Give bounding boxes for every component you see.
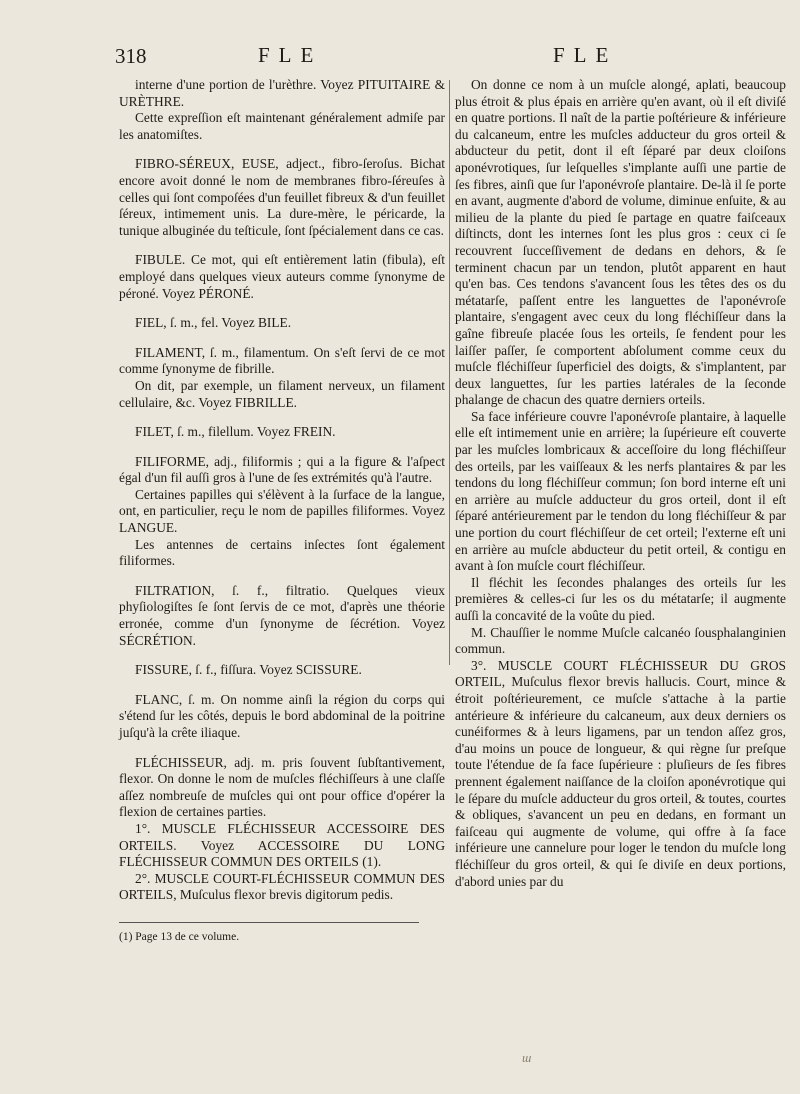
paragraph: M. Chauſſier le nomme Muſcle calcanéo ſousphalanginien commun. [455, 624, 786, 657]
footnote: (1) Page 13 de ce volume. [119, 930, 240, 943]
entry-continuation: interne d'une portion de l'urèthre. Voyez PITUITAIRE & URÈTHRE. [119, 77, 445, 109]
entry-filament: FILAMENT, ſ. m., filamentum. On s'eſt ſervi de ce mot comme ſynonyme de fibrille. [119, 344, 445, 377]
paragraph: Sa face inférieure couvre l'aponévroſe plantaire, à laquelle elle eſt intimement unie en arrière; la ſupérieure eſt couverte par les muſcles lombricaux & acceſſoire du long fléchiſſeur des orteils, par les vaiſſeaux & les nerfs plantaires & par les tendons du long fléchiſſeur commun; ſon bord interne eſt uni en arrière au muſcle adducteur du gros orteil, dont il eſt ſéparé antérieurement par le tendon du long fléchiſſeur & par une portion du court fléchiſſeur de cet orteil; l'externe eſt uni en arrière au muſcle abducteur du petit orteil, & contigu en avant à ſon muſcle court fléchiſſeur. [455, 408, 786, 574]
running-head-left: FLE [258, 43, 323, 67]
marginal-mark: ɯ [522, 1050, 532, 1065]
running-head-right: FLE [553, 43, 618, 67]
entry-filtration: FILTRATION, ſ. f., filtratio. Quelques vieux phyſiologiſtes ſe ſont ſervis de ce mot, d'après une théorie erronée, comme d'un ſynonyme de ſécrétion. Voyez SÉCRÉTION. [119, 582, 445, 648]
subentry-3: 3°. MUSCLE COURT FLÉCHISSEUR DU GROS ORTEIL, Muſculus flexor brevis hallucis. Court, mince & étroit poſtérieurement, ce muſcle s'attache à la partie antérieure & inférieure du calcaneum, aux deux derniers os cunéiformes & à leurs ligamens, par un tendon aſſez gros, d'au moins un pouce de longueur, & qui règne ſur preſque toute l'étendue de ſa face ſupérieure : pluſieurs de ſes fibres prennent également naiſſance de la cloiſon aponévrotique qui le ſépare du muſcle adducteur du gros orteil, & toutes, courtes & obliques, s'avancent un peu en dedans, en formant un faiſceau qui augmente de volume, qui offre à ſa face inférieure une cannelure pour loger le tendon du muſcle long fléchiſſeur du gros orteil, & qui ſe diviſe en deux portions, d'abord unies par du [455, 657, 786, 889]
column-rule [449, 80, 450, 665]
footnote-rule [119, 922, 419, 923]
entry-fiel: FIEL, ſ. m., fel. Voyez BILE. [135, 315, 292, 331]
entry-filiforme: FILIFORME, adj., filiformis ; qui a la figure & l'aſpect égal d'un fil auſſi gros à l'une de ſes extrémités qu'à l'autre. [119, 453, 445, 486]
paragraph: On dit, par exemple, un filament nerveux, un filament cellulaire, &c. Voyez FIBRILLE. [119, 377, 445, 410]
entry-flechisseur: FLÉCHISSEUR, adj. m. pris ſouvent ſubſtantivement, flexor. On donne le nom de muſcles fléchiſſeurs à une claſſe aſſez nombreuſe de muſcles qui ont pour office d'opérer la flexion de certaines parties. [119, 754, 445, 820]
entry-fibule: FIBULE. Ce mot, qui eſt entièrement latin (fibula), eſt employé dans quelques vieux auteurs comme ſynonyme de péroné. Voyez PÉRONÉ. [119, 252, 445, 301]
entry-filet: FILET, ſ. m., filellum. Voyez FREIN. [135, 424, 336, 440]
entry-fibro-sereux: FIBRO-SÉREUX, EUSE, adject., fibro-ſeroſus. Bichat encore avoit donné le nom de membranes fibro-ſéreuſes à celles qui ſont compoſées d'un feuillet fibreux & d'un feuillet ſéreux, intimement unis. La dure-mère, le péricarde, la tunique albuginée du teſticule, ſont ſpécialement dans ce cas. [119, 156, 445, 238]
page-number: 318 [115, 44, 147, 68]
entry-flanc: FLANC, ſ. m. On nomme ainſi la région du corps qui s'étend ſur les côtés, depuis le bord abdominal de la poitrine juſqu'à la crête iliaque. [119, 691, 445, 740]
paragraph: Cette expreſſion eſt maintenant généralement admiſe par les anatomiſtes. [119, 110, 445, 142]
left-column [119, 77, 445, 946]
entry-fissure: FISSURE, ſ. f., fiſſura. Voyez SCISSURE. [135, 662, 362, 678]
right-column [455, 77, 786, 890]
paragraph: Il fléchit les ſecondes phalanges des orteils ſur les premières & celles-ci ſur les os du métatarſe; il augmente auſſi la concavité de la voûte du pied. [455, 574, 786, 623]
subentry-2: 2°. MUSCLE COURT-FLÉCHISSEUR COMMUN DES ORTEILS, Muſculus flexor brevis digitorum pedis. [119, 870, 445, 903]
paragraph: Certaines papilles qui s'élèvent à la ſurface de la langue, ont, en particulier, reçu le nom de papilles filiformes. Voyez LANGUE. [119, 486, 445, 536]
paragraph: Les antennes de certains inſectes ſont également filiformes. [119, 536, 445, 569]
subentry-1: 1°. MUSCLE FLÉCHISSEUR ACCESSOIRE DES ORTEILS. Voyez ACCESSOIRE DU LONG FLÉCHISSEUR COMMUN DES ORTEILS (1). [119, 820, 445, 870]
page-header [0, 40, 800, 70]
paragraph: On donne ce nom à un muſcle alongé, aplati, beaucoup plus étroit & plus épais en arrière qu'en avant, où il eſt diviſé en quatre portions. Il naît de la partie poſtérieure & inférieure du calcaneum, entre les muſcles adducteur du gros orteil & abducteur du petit, dont il eſt ſéparé par deux cloiſons aponévrotiques, ſur leſquelles s'implante auſſi une partie de ſes fibres, ainſi que ſur l'aponévroſe plantaire. De-là il ſe porte en avant, augmente d'abord de volume, diminue enſuite, & au milieu de la plante du pied ſe partage en quatre faiſceaux diſtincts, dont les internes ſont les plus gros : ceux ci ſe recouvrent ſucceſſivement de dedans en dehors, & ſe terminent chacun par un tendon, plutôt apparent en haut qu'en bas. Ces tendons s'avancent ſous les têtes des os du métatarſe, paſſent entre les languettes de l'aponévroſe plantaire, s'engagent avec ceux du long fléchiſſeur dans la gaîne fibreuſe placée ſous les orteils, ſe fendent pour les laiſſer paſſer, ſe comportent abſolument comme ceux du muſcle fléchiſſeur ſuperficiel des doigts, & s'implantent, par deux languettes, ſur les parties latérales de la ſeconde phalange de chacun des quatre derniers orteils. [455, 77, 786, 408]
